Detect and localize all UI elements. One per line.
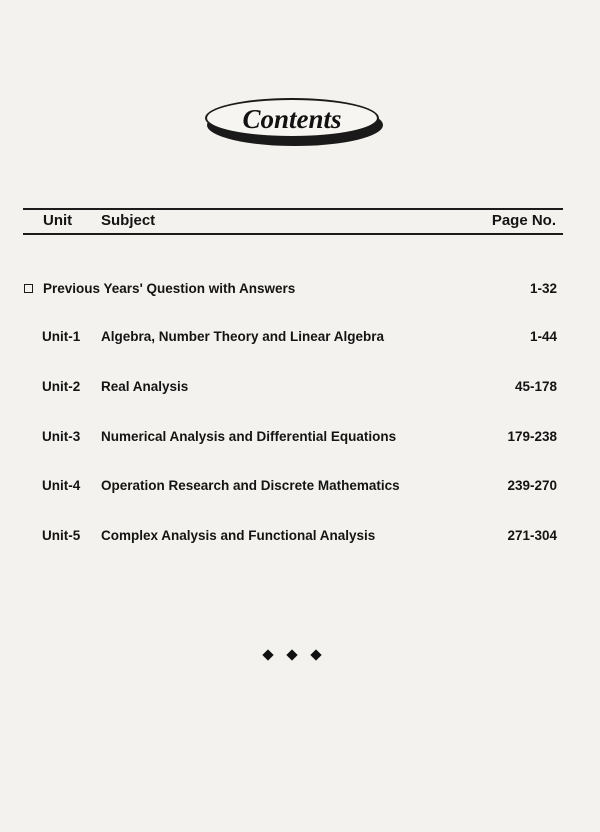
title-banner <box>205 96 383 148</box>
page-range: 45-178 <box>514 379 557 394</box>
list-item-unit-5[interactable] <box>0 526 600 546</box>
subject-label: Complex Analysis and Functional Analysis <box>101 528 376 543</box>
subject-label: Algebra, Number Theory and Linear Algebra <box>101 329 385 344</box>
diamond-icon <box>310 649 321 660</box>
column-header-unit: Unit <box>43 212 73 229</box>
page-range: 1-44 <box>529 329 557 344</box>
column-header-subject: Subject <box>101 212 156 229</box>
diamond-icon <box>262 649 273 660</box>
list-item-unit-4[interactable] <box>0 476 600 496</box>
subject-label: Numerical Analysis and Differential Equations <box>101 429 397 444</box>
list-item-label: Previous Years' Question with Answers <box>43 281 296 296</box>
header-rule-bottom <box>23 233 563 235</box>
unit-label: Unit-5 <box>42 528 81 543</box>
unit-label: Unit-2 <box>42 379 81 394</box>
diamond-icon <box>286 649 297 660</box>
unit-label: Unit-1 <box>42 329 81 344</box>
subject-label: Real Analysis <box>101 379 189 394</box>
column-header-page: Page No. <box>491 212 556 229</box>
page-title: Contents <box>242 104 342 134</box>
section-end-ornament <box>259 648 329 664</box>
list-item-unit-1[interactable] <box>0 327 600 347</box>
unit-label: Unit-4 <box>42 478 81 493</box>
checkbox-bullet-icon <box>24 284 33 293</box>
list-item-unit-2[interactable] <box>0 377 600 397</box>
list-item-unit-3[interactable] <box>0 427 600 447</box>
page-range: 179-238 <box>507 429 557 444</box>
page-range: 271-304 <box>507 528 557 543</box>
subject-label: Operation Research and Discrete Mathematics <box>101 478 400 493</box>
unit-label: Unit-3 <box>42 429 81 444</box>
header-rule-top <box>23 208 563 210</box>
list-item-previous-years[interactable] <box>0 279 600 299</box>
page-range: 239-270 <box>507 478 557 493</box>
page-range: 1-32 <box>529 281 557 296</box>
